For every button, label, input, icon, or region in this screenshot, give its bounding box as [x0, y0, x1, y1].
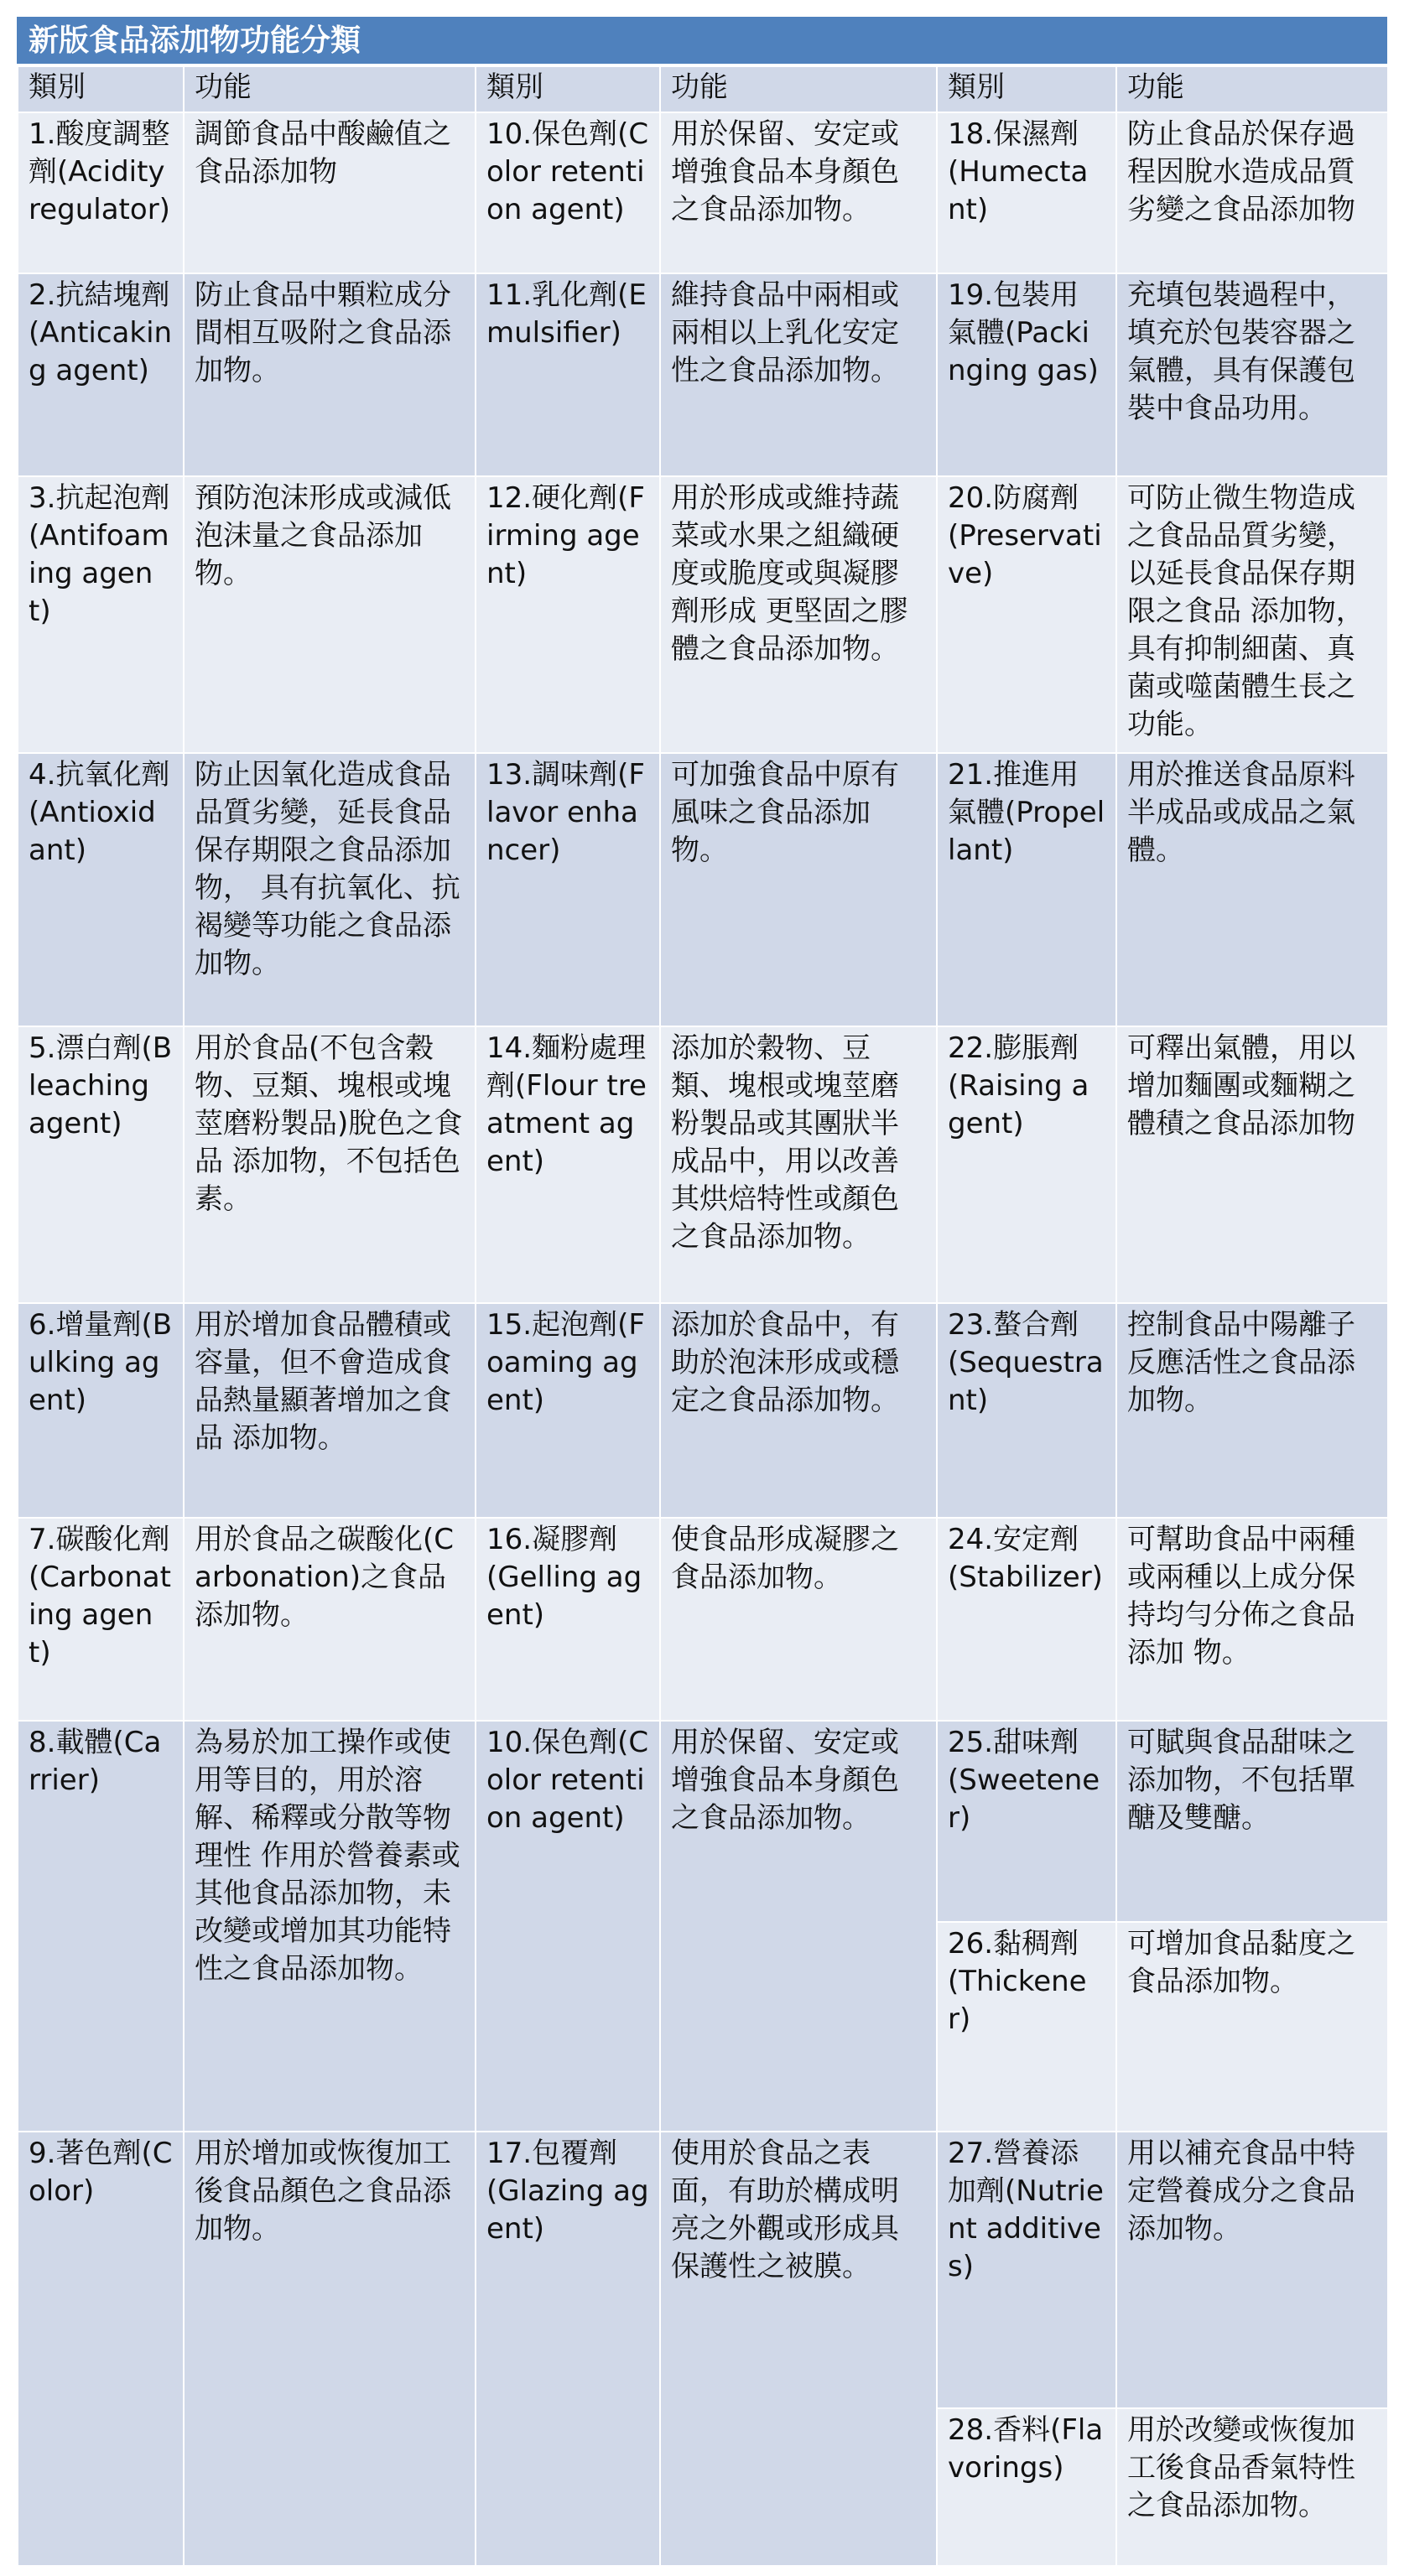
category-cell: 24.安定劑(Stabilizer) — [937, 1518, 1116, 1721]
table-row — [18, 476, 1388, 753]
category-cell: 18.保濕劑(Humectant) — [937, 112, 1116, 273]
table-row — [18, 1721, 1388, 1922]
function-cell: 可增加食品黏度之食品添加物。 — [1116, 1922, 1388, 2132]
table-row — [18, 753, 1388, 1026]
category-cell: 4.抗氧化劑(Antioxidant) — [18, 753, 184, 1026]
category-cell: 26.黏稠劑(Thickener) — [937, 1922, 1116, 2132]
category-cell: 14.麵粉處理劑(Flour treatment agent) — [476, 1026, 660, 1303]
function-cell: 用於推送食品原料半成品或成品之氣體。 — [1116, 753, 1388, 1026]
function-cell: 用於增加或恢復加工後食品顏色之食品添加物。 — [184, 2132, 476, 2566]
category-cell: 12.硬化劑(Firming agent) — [476, 476, 660, 753]
category-cell: 10.保色劑(Color retention agent) — [476, 1721, 660, 2132]
header-function-3: 功能 — [1116, 66, 1388, 112]
function-cell: 用於食品(不包含穀物、豆類、塊根或塊莖磨粉製品)脫色之食品 添加物，不包括色素。 — [184, 1026, 476, 1303]
classification-grid — [17, 65, 1389, 2567]
function-cell: 防止食品於保存過程因脫水造成品質劣變之食品添加物 — [1116, 112, 1388, 273]
category-cell: 7.碳酸化劑(Carbonating agent) — [18, 1518, 184, 1721]
function-cell: 可加強食品中原有風味之食品添加物。 — [660, 753, 937, 1026]
function-cell: 防止因氧化造成食品品質劣變，延長食品保存期限之食品添加物， 具有抗氧化、抗褐變等功能之食品添加物。 — [184, 753, 476, 1026]
category-cell: 9.著色劑(Color) — [18, 2132, 184, 2566]
category-cell: 16.凝膠劑(Gelling agent) — [476, 1518, 660, 1721]
header-category-1: 類別 — [18, 66, 184, 112]
function-cell: 可釋出氣體，用以增加麵團或麵糊之體積之食品添加物 — [1116, 1026, 1388, 1303]
header-function-2: 功能 — [660, 66, 937, 112]
function-cell: 用於保留、安定或增強食品本身顏色之食品添加物。 — [660, 112, 937, 273]
function-cell: 預防泡沫形成或減低泡沫量之食品添加物。 — [184, 476, 476, 753]
category-cell: 20.防腐劑(Preservative) — [937, 476, 1116, 753]
function-cell: 添加於穀物、豆類、塊根或塊莖磨粉製品或其團狀半成品中，用以改善其烘焙特性或顏色之食品添加物。 — [660, 1026, 937, 1303]
category-cell: 5.漂白劑(Bleaching agent) — [18, 1026, 184, 1303]
function-cell: 用於增加食品體積或容量，但不會造成食品熱量顯著增加之食品 添加物。 — [184, 1303, 476, 1518]
function-cell: 用於食品之碳酸化(Carbonation)之食品添加物。 — [184, 1518, 476, 1721]
category-cell: 19.包裝用氣體(Packinging gas) — [937, 273, 1116, 476]
category-cell: 6.增量劑(Bulking agent) — [18, 1303, 184, 1518]
header-row — [18, 66, 1388, 112]
category-cell: 22.膨脹劑(Raising agent) — [937, 1026, 1116, 1303]
table-row — [18, 273, 1388, 476]
function-cell: 維持食品中兩相或兩相以上乳化安定性之食品添加物。 — [660, 273, 937, 476]
function-cell: 用以補充食品中特定營養成分之食品添加物。 — [1116, 2132, 1388, 2408]
category-cell: 13.調味劑(Flavor enhancer) — [476, 753, 660, 1026]
table-row — [18, 1026, 1388, 1303]
function-cell: 控制食品中陽離子反應活性之食品添加物。 — [1116, 1303, 1388, 1518]
table-row — [18, 1518, 1388, 1721]
table-row — [18, 2132, 1388, 2408]
category-cell: 15.起泡劑(Foaming agent) — [476, 1303, 660, 1518]
header-category-2: 類別 — [476, 66, 660, 112]
additive-classification-table — [17, 17, 1387, 2567]
category-cell: 2.抗結塊劑(Anticaking agent) — [18, 273, 184, 476]
category-cell: 25.甜味劑(Sweetener) — [937, 1721, 1116, 1922]
function-cell: 防止食品中顆粒成分間相互吸附之食品添加物。 — [184, 273, 476, 476]
category-cell: 27.營養添加劑(Nutrient additives) — [937, 2132, 1116, 2408]
category-cell: 11.乳化劑(Emulsifier) — [476, 273, 660, 476]
function-cell: 為易於加工操作或使用等目的，用於溶解、稀釋或分散等物理性 作用於營養素或其他食品添加物，未改變或增加其功能特性之食品添加物。 — [184, 1721, 476, 2132]
function-cell: 使食品形成凝膠之食品添加物。 — [660, 1518, 937, 1721]
table-title: 新版食品添加物功能分類 — [17, 17, 1387, 65]
function-cell: 可賦與食品甜味之添加物，不包括單醣及雙醣。 — [1116, 1721, 1388, 1922]
function-cell: 用於形成或維持蔬菜或水果之組織硬度或脆度或與凝膠劑形成 更堅固之膠體之食品添加物。 — [660, 476, 937, 753]
category-cell: 23.螯合劑(Sequestrant) — [937, 1303, 1116, 1518]
header-category-3: 類別 — [937, 66, 1116, 112]
table-row — [18, 1303, 1388, 1518]
category-cell: 17.包覆劑(Glazing agent) — [476, 2132, 660, 2566]
category-cell: 3.抗起泡劑(Antifoaming agent) — [18, 476, 184, 753]
category-cell: 28.香料(Flavorings) — [937, 2408, 1116, 2566]
function-cell: 用於改變或恢復加工後食品香氣特性之食品添加物。 — [1116, 2408, 1388, 2566]
function-cell: 使用於食品之表面，有助於構成明亮之外觀或形成具保護性之被膜。 — [660, 2132, 937, 2566]
function-cell: 可防止微生物造成之食品品質劣變，以延長食品保存期限之食品 添加物，具有抑制細菌、真菌或噬菌體生長之功能。 — [1116, 476, 1388, 753]
category-cell: 8.載體(Carrier) — [18, 1721, 184, 2132]
function-cell: 充填包裝過程中，填充於包裝容器之氣體，具有保護包裝中食品功用。 — [1116, 273, 1388, 476]
function-cell: 添加於食品中，有助於泡沫形成或穩定之食品添加物。 — [660, 1303, 937, 1518]
category-cell: 1.酸度調整劑(Acidity regulator) — [18, 112, 184, 273]
function-cell: 用於保留、安定或增強食品本身顏色之食品添加物。 — [660, 1721, 937, 2132]
table-row — [18, 112, 1388, 273]
category-cell: 10.保色劑(Color retention agent) — [476, 112, 660, 273]
category-cell: 21.推進用氣體(Propellant) — [937, 753, 1116, 1026]
function-cell: 調節食品中酸鹼值之食品添加物 — [184, 112, 476, 273]
header-function-1: 功能 — [184, 66, 476, 112]
function-cell: 可幫助食品中兩種或兩種以上成分保持均勻分佈之食品添加 物。 — [1116, 1518, 1388, 1721]
